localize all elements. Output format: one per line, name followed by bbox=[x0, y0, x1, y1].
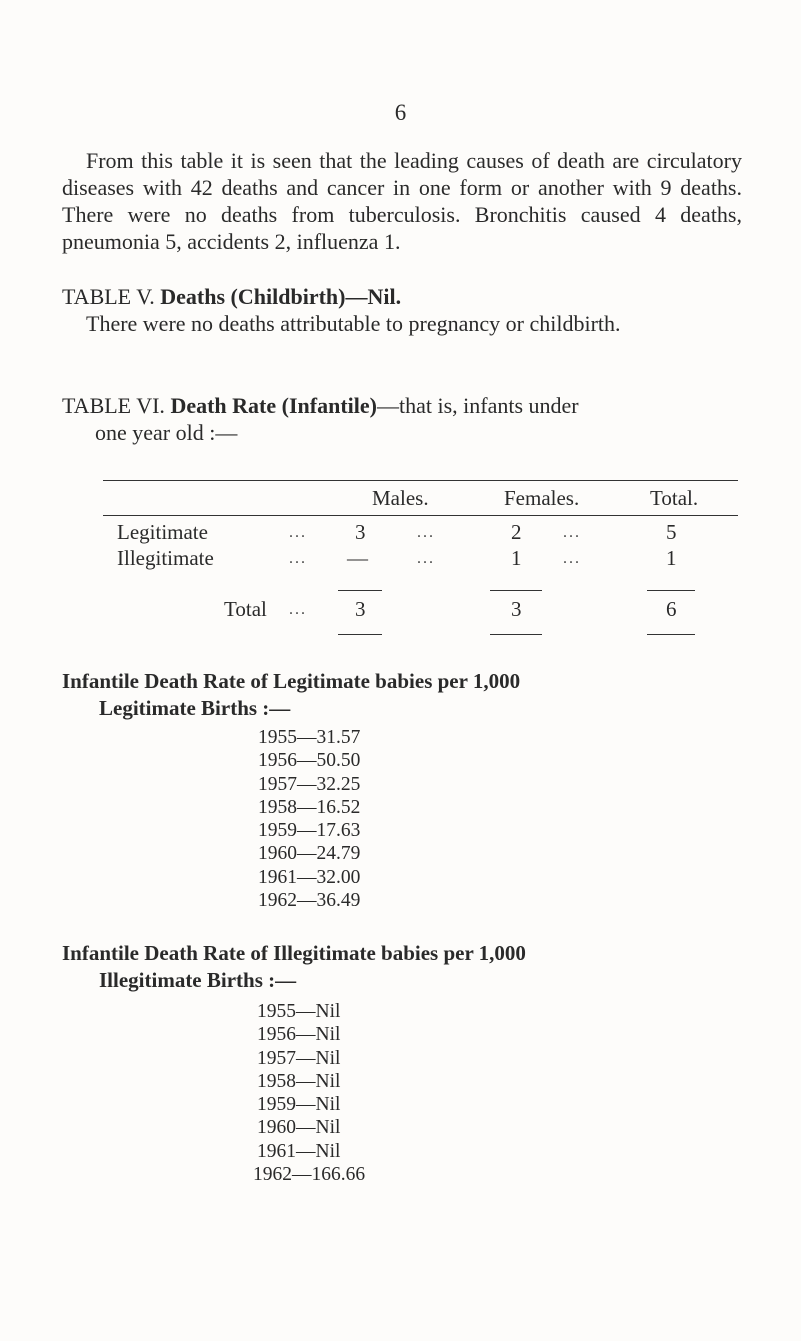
total-rule-total bbox=[647, 634, 695, 635]
list-item: 1955—31.57 bbox=[258, 727, 361, 748]
total-rule-females bbox=[490, 634, 542, 635]
legit-rates-heading-2: Legitimate Births :— bbox=[99, 696, 291, 720]
row-label: Legitimate bbox=[117, 520, 208, 544]
subtotal-rule-total bbox=[647, 590, 695, 591]
col-header-total: Total. bbox=[650, 486, 699, 510]
list-item: 1961—Nil bbox=[257, 1140, 341, 1162]
table6-subtitle: —that is, infants under bbox=[376, 393, 579, 418]
list-item: 1961—32.00 bbox=[258, 866, 361, 888]
cell-females: 3 bbox=[511, 597, 522, 621]
leader-dots: ... bbox=[289, 524, 307, 541]
cell-total: 6 bbox=[666, 597, 677, 621]
list-item: 1958—Nil bbox=[257, 1070, 341, 1092]
table5-title: Deaths (Childbirth)—Nil. bbox=[160, 284, 402, 309]
illegit-rates-list bbox=[253, 1000, 366, 1186]
subtotal-rule-males bbox=[338, 590, 382, 591]
cell-females: 1 bbox=[511, 546, 522, 570]
list-item: 1955—Nil bbox=[257, 1001, 341, 1022]
table5-label: TABLE V. bbox=[62, 284, 155, 309]
cell-total: 5 bbox=[666, 520, 677, 544]
table6-label: TABLE VI. bbox=[62, 393, 165, 418]
intro-paragraph: From this table it is seen that the leading causes of death are circulatory diseases with 42 deaths and cancer in one form or another with 9 deaths. There were no deaths from tuberculosis. Bronchitis caused 4 deaths, pneumonia 5, accidents 2, influenza 1. bbox=[62, 148, 742, 254]
leader-dots: ... bbox=[563, 524, 581, 541]
row-label: Illegitimate bbox=[117, 546, 214, 570]
list-item: 1957—Nil bbox=[257, 1047, 341, 1069]
leader-dots: ... bbox=[289, 550, 307, 567]
list-item: 1962—36.49 bbox=[258, 890, 361, 912]
list-item: 1957—32.25 bbox=[258, 773, 361, 795]
table6-title: Death Rate (Infantile) bbox=[170, 393, 377, 418]
illegit-rates-heading-2: Illegitimate Births :— bbox=[99, 968, 297, 992]
list-item: 1956—Nil bbox=[257, 1024, 341, 1046]
illegit-rates-heading: Infantile Death Rate of Illegitimate babies per 1,000 bbox=[62, 941, 526, 965]
list-item: 1958—16.52 bbox=[258, 796, 361, 818]
total-rule-males bbox=[338, 634, 382, 635]
cell-males: 3 bbox=[355, 520, 366, 544]
col-header-males: Males. bbox=[372, 486, 429, 510]
legit-rates-list bbox=[258, 726, 360, 912]
table5-heading bbox=[62, 283, 752, 310]
leader-dots: ... bbox=[289, 601, 307, 618]
cell-total: 1 bbox=[666, 546, 677, 570]
list-item: 1960—Nil bbox=[257, 1117, 341, 1139]
cell-females: 2 bbox=[511, 520, 522, 544]
list-item: 1959—17.63 bbox=[258, 820, 361, 842]
col-header-females: Females. bbox=[504, 486, 580, 510]
list-item: 1959—Nil bbox=[257, 1094, 341, 1116]
cell-males: — bbox=[347, 546, 368, 570]
leader-dots: ... bbox=[563, 550, 581, 567]
leader-dots: ... bbox=[417, 550, 435, 567]
legit-rates-heading: Infantile Death Rate of Legitimate babies per 1,000 bbox=[62, 669, 521, 693]
leader-dots: ... bbox=[417, 524, 435, 541]
row-label: Total bbox=[224, 597, 267, 621]
table6-subtitle-line2: one year old :— bbox=[95, 420, 238, 445]
list-item: 1956—50.50 bbox=[258, 750, 361, 772]
page-number: 6 bbox=[394, 100, 407, 125]
list-item: 1962—166.66 bbox=[253, 1164, 366, 1186]
table6-header-rule bbox=[103, 515, 738, 516]
table6-top-rule bbox=[103, 480, 738, 481]
list-item: 1960—24.79 bbox=[258, 843, 361, 865]
table6-heading bbox=[62, 392, 752, 419]
subtotal-rule-females bbox=[490, 590, 542, 591]
cell-males: 3 bbox=[355, 597, 366, 621]
table5-text: There were no deaths attributable to pregnancy or childbirth. bbox=[86, 311, 621, 336]
